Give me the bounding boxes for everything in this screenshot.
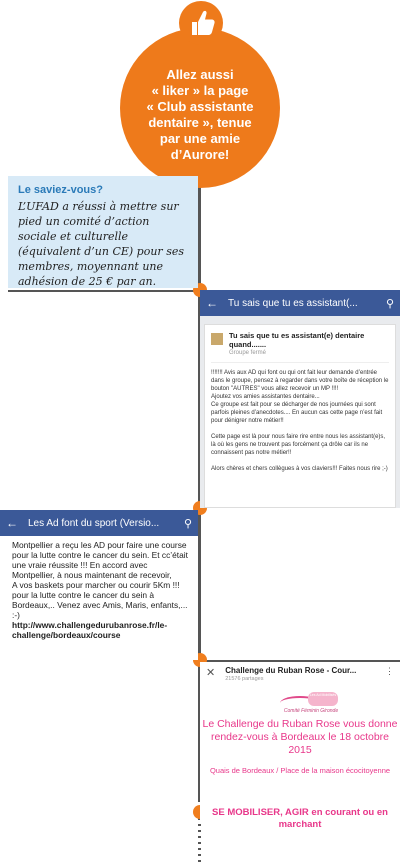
post-text: Montpellier a reçu les AD pour faire une course pour la lutte contre le cancer du sein. Et cc’était une vraie réussite !!! En accord avec Montpellier, à nous maintenant de recevoir, A vos baskets pour marcher ou courir 5Km !!! pour la lutte contre le cancer du sein à Bordeaux,.. Venez avec Amis, Maris, enfants,... :-) — [12, 540, 188, 620]
app-bar — [0, 510, 198, 536]
bubble-line: d’Aurore! — [170, 147, 230, 162]
search-icon[interactable]: ⚲ — [183, 517, 192, 530]
facebook-group-screen — [200, 290, 400, 508]
sport-post — [0, 536, 198, 640]
challenge-link[interactable]: http://www.challengedurubanrose.fr/le-challenge/bordeaux/course — [12, 620, 168, 640]
connector-1 — [8, 290, 202, 292]
info-title: Le saviez-vous? — [18, 184, 103, 196]
share-header — [200, 662, 400, 690]
bar-title: Les Ad font du sport (Versio... — [28, 517, 160, 529]
info-text: L’UFAD a réussi à mettre sur pied un comité d’action sociale et culturelle (équivalent d’un CE) pour ses membres, moyennant une adhésion de 25 € par an. — [18, 200, 184, 288]
group-card — [204, 324, 396, 508]
share-count: 21576 partages — [225, 676, 264, 682]
logo-text: Comité Féminin Gironde — [283, 708, 339, 714]
back-arrow-icon[interactable]: ← — [6, 516, 18, 530]
bubble-line: par une amie — [159, 131, 241, 146]
facebook-sport-screen — [0, 510, 198, 660]
bubble-line: Allez aussi — [166, 67, 234, 82]
group-type: Groupe fermé — [229, 350, 267, 356]
group-icon — [211, 333, 223, 345]
bar-title: Tu sais que tu es assistant(... — [228, 297, 358, 309]
logo-badge: Les Ad Mobilisés — [308, 692, 338, 706]
back-arrow-icon[interactable]: ← — [206, 296, 218, 310]
group-name[interactable]: Tu sais que tu es assistant(e) dentaire quand....... — [229, 331, 365, 349]
share-title: Challenge du Ruban Rose - Cour... — [225, 666, 357, 675]
ruban-rose-screen — [200, 662, 400, 822]
mobilize-text: SE MOBILISER, AGIR en courant ou en marchant — [212, 807, 388, 830]
comite-feminin-logo — [250, 692, 350, 718]
bubble-line: « liker » la page — [151, 83, 249, 98]
close-icon[interactable]: ✕ — [206, 667, 216, 679]
thumbs-up-icon — [178, 0, 224, 46]
group-post: !!!!!!! Avis aux AD qui font ou qui ont fait leur demande d’entrée dans le groupe, pensez à regarder dans votre boîte de réception le bouton "AUTRES" vous allez recevoir un MP !!!! Ajoutez vos amies assistantes dentaire... Ce groupe est fait pour se décharger de nos journées qui sont parfois pleines d’anecdotes.... En aucun cas cette page n’est fait pour dénigrer notre métier!! Cette page est là pour nous faire rire entre nous les assistant(e)s, là où les gens ne trouvent pas forcément ça drôle car ils ne connaissent pas notre métier!! Alors chères et chers collègues à vos claviers!!! Faites nous rire ;-) — [211, 362, 389, 473]
app-bar — [200, 290, 400, 316]
did-you-know-box — [8, 176, 198, 288]
bubble-line: dentaire », tenue — [148, 115, 252, 130]
challenge-headline: Le Challenge du Ruban Rose vous donne rendez-vous à Bordeaux le 18 octobre 2015 — [202, 718, 398, 756]
challenge-place: Quais de Bordeaux / Place de la maison écocitoyenne — [209, 766, 391, 775]
like-page-bubble — [120, 28, 280, 188]
search-icon[interactable]: ⚲ — [385, 297, 394, 310]
bubble-line: « Club assistante — [146, 99, 254, 114]
more-menu-icon[interactable]: ⋮ — [385, 666, 394, 676]
